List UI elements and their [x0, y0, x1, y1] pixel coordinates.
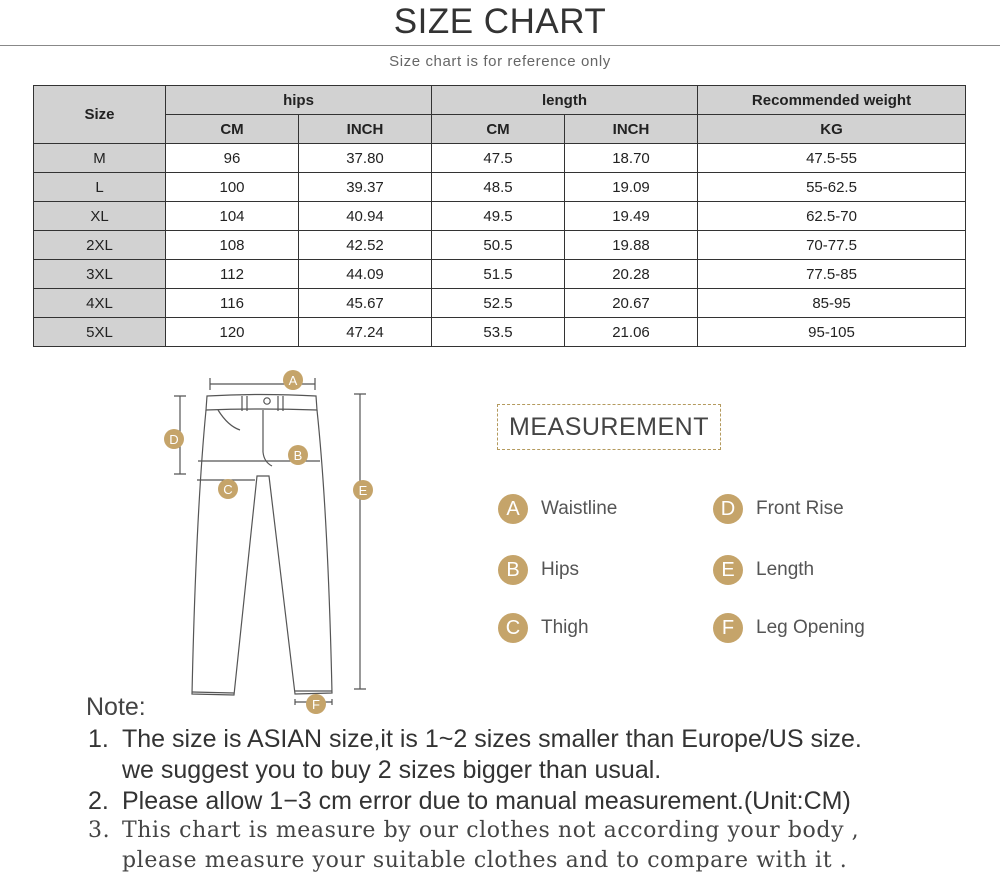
legend-front-rise — [713, 494, 844, 524]
length-group-header: length — [432, 86, 698, 115]
legend-label: Waistline — [541, 498, 618, 519]
table-cell: 47.5-55 — [698, 144, 966, 173]
marker-letter-c: C — [223, 482, 233, 497]
table-cell: 120 — [166, 318, 299, 347]
table-cell: 39.37 — [299, 173, 432, 202]
table-row — [34, 260, 966, 289]
marker-letter-e: E — [358, 483, 368, 498]
size-label-cell: L — [34, 173, 166, 202]
table-cell: 112 — [166, 260, 299, 289]
badge-f: F — [713, 613, 743, 643]
legend-label: Length — [756, 559, 815, 580]
table-cell: 53.5 — [432, 318, 565, 347]
note-text: Please allow 1−3 cm error due to manual measurement.(Unit:CM) — [122, 787, 851, 815]
marker-letter-b: B — [293, 448, 303, 463]
note-number: 3. — [88, 818, 111, 843]
size-label-cell: XL — [34, 202, 166, 231]
table-header-row — [34, 86, 966, 115]
note-line-2 — [88, 787, 851, 816]
table-unit-row — [34, 115, 966, 144]
legend-thigh — [498, 613, 589, 643]
badge-a: A — [498, 494, 528, 524]
marker-a — [283, 370, 303, 390]
table-cell: 104 — [166, 202, 299, 231]
legend-waistline — [498, 494, 617, 524]
note-line-1-continued — [88, 756, 661, 785]
note-text: The size is ASIAN size,it is 1~2 sizes smaller than Europe/US size. — [122, 725, 862, 753]
size-column-header: Size — [34, 86, 166, 144]
table-cell: 47.24 — [299, 318, 432, 347]
table-row — [34, 173, 966, 202]
table-cell: 19.88 — [565, 231, 698, 260]
table-row — [34, 289, 966, 318]
unit-header: KG — [698, 115, 966, 144]
table-row — [34, 231, 966, 260]
marker-d — [164, 429, 184, 449]
note-line-1 — [88, 725, 862, 754]
table-cell: 100 — [166, 173, 299, 202]
size-table-body — [34, 144, 966, 347]
table-cell: 47.5 — [432, 144, 565, 173]
table-cell: 51.5 — [432, 260, 565, 289]
badge-e: E — [713, 555, 743, 585]
table-cell: 85-95 — [698, 289, 966, 318]
table-cell: 116 — [166, 289, 299, 318]
pants-diagram — [160, 364, 390, 724]
size-label-cell: 3XL — [34, 260, 166, 289]
table-cell: 20.67 — [565, 289, 698, 318]
length-line — [354, 394, 366, 689]
table-cell: 42.52 — [299, 231, 432, 260]
unit-header: INCH — [565, 115, 698, 144]
legend-label: Leg Opening — [756, 617, 865, 638]
size-label-cell: 2XL — [34, 231, 166, 260]
table-cell: 44.09 — [299, 260, 432, 289]
measurement-heading: MEASUREMENT — [497, 404, 721, 450]
title-divider — [0, 45, 1000, 46]
badge-d: D — [713, 494, 743, 524]
table-cell: 70-77.5 — [698, 231, 966, 260]
legend-length — [713, 555, 814, 585]
unit-header: CM — [166, 115, 299, 144]
size-label-cell: 5XL — [34, 318, 166, 347]
waist-button — [264, 398, 270, 404]
size-label-cell: M — [34, 144, 166, 173]
note-text: we suggest you to buy 2 sizes bigger than usual. — [122, 756, 662, 784]
table-cell: 48.5 — [432, 173, 565, 202]
table-row — [34, 202, 966, 231]
marker-c — [218, 479, 238, 499]
legend-label: Hips — [541, 559, 580, 580]
marker-letter-f: F — [312, 697, 320, 712]
table-cell: 20.28 — [565, 260, 698, 289]
marker-letter-a: A — [288, 373, 298, 388]
badge-c: C — [498, 613, 528, 643]
table-cell: 50.5 — [432, 231, 565, 260]
table-cell: 95-105 — [698, 318, 966, 347]
legend-hips — [498, 555, 579, 585]
weight-group-header: Recommended weight — [698, 86, 966, 115]
page-title: SIZE CHART — [393, 2, 607, 41]
table-row — [34, 144, 966, 173]
table-cell: 62.5-70 — [698, 202, 966, 231]
page-subtitle: Size chart is for reference only — [389, 53, 611, 70]
marker-f — [306, 694, 326, 714]
table-cell: 96 — [166, 144, 299, 173]
table-cell: 37.80 — [299, 144, 432, 173]
table-cell: 55-62.5 — [698, 173, 966, 202]
legend-leg-opening — [713, 613, 865, 643]
pants-outline — [192, 410, 332, 695]
note-number: 1. — [88, 725, 109, 753]
pocket-line — [218, 410, 240, 430]
table-cell: 77.5-85 — [698, 260, 966, 289]
notes-heading: Note: — [86, 693, 146, 721]
size-label-cell: 4XL — [34, 289, 166, 318]
fly-stitch — [263, 410, 272, 466]
marker-b — [288, 445, 308, 465]
table-cell: 21.06 — [565, 318, 698, 347]
note-number: 2. — [88, 787, 109, 815]
unit-header: CM — [432, 115, 565, 144]
table-cell: 40.94 — [299, 202, 432, 231]
unit-header: INCH — [299, 115, 432, 144]
table-cell: 108 — [166, 231, 299, 260]
hips-group-header: hips — [166, 86, 432, 115]
table-row — [34, 318, 966, 347]
legend-label: Front Rise — [756, 498, 844, 519]
table-cell: 19.49 — [565, 202, 698, 231]
table-cell: 19.09 — [565, 173, 698, 202]
note-line-3-continued — [88, 848, 847, 873]
waistband-outline — [206, 395, 317, 411]
marker-letter-d: D — [169, 432, 179, 447]
table-cell: 45.67 — [299, 289, 432, 318]
table-cell: 52.5 — [432, 289, 565, 318]
table-cell: 49.5 — [432, 202, 565, 231]
size-table — [33, 85, 966, 347]
badge-b: B — [498, 555, 528, 585]
legend-label: Thigh — [541, 617, 589, 638]
note-text: please measure your suitable clothes and to compare with it . — [122, 848, 848, 873]
note-text: This chart is measure by our clothes not according your body , — [122, 818, 860, 843]
marker-e — [353, 480, 373, 500]
table-cell: 18.70 — [565, 144, 698, 173]
note-line-3 — [88, 818, 859, 843]
